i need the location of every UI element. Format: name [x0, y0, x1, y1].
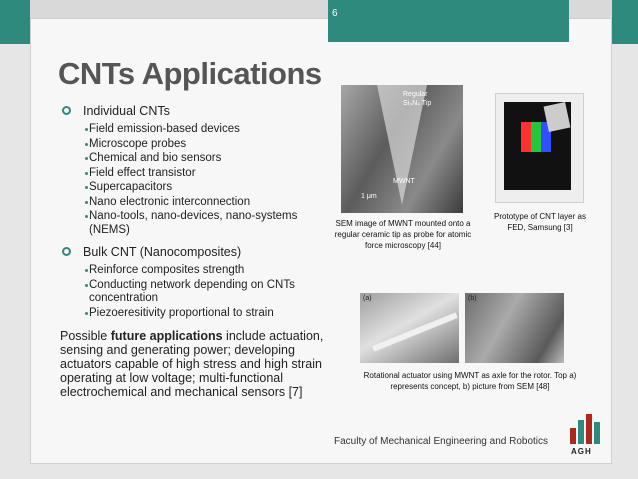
sem-probe-image	[341, 85, 463, 213]
logo-text: AGH	[571, 447, 592, 456]
list-item: Chemical and bio sensors	[60, 152, 335, 166]
list-item: Field emission-based devices	[60, 123, 335, 137]
bullet-list	[60, 264, 335, 320]
sem-label-mwnt: MWNT	[393, 178, 415, 185]
section-heading-text: Bulk CNT (Nanocomposites)	[83, 245, 242, 259]
rotor-caption: Rotational actuator using MWNT as axle for the rotor. Top a) represents concept, b) picture from SEM [48]	[363, 371, 577, 391]
list-item: Conducting network depending on CNTs concentration	[60, 279, 335, 306]
dot-bullet-icon	[85, 172, 88, 175]
fed-prototype-image	[495, 93, 584, 203]
sem-scale-label: 1 μm	[361, 193, 377, 200]
rotor-bar	[372, 312, 458, 351]
rotor-sem-image	[465, 293, 564, 363]
content-area	[60, 103, 335, 399]
list-item: Microscope probes	[60, 138, 335, 152]
fed-caption: Prototype of CNT layer as FED, Samsung [3]	[494, 212, 586, 232]
dot-bullet-icon	[85, 128, 88, 131]
dot-bullet-icon	[85, 269, 88, 272]
sem-label-tip: Si₃N₄ Tip	[403, 100, 432, 107]
list-item: Reinforce composites strength	[60, 264, 335, 278]
slide-title: CNTs Applications	[58, 56, 322, 91]
list-item: Piezoeresitivity proportional to strain	[60, 307, 335, 321]
bullet-list	[60, 123, 335, 237]
list-item: Field effect transistor	[60, 167, 335, 181]
section-heading-text: Individual CNTs	[83, 104, 170, 118]
dot-bullet-icon	[85, 186, 88, 189]
panel-tag-b: (b)	[468, 295, 477, 302]
dot-bullet-icon	[85, 157, 88, 160]
page-number: 6	[332, 8, 338, 19]
rotor-concept-image	[360, 293, 459, 363]
list-item: Supercapacitors	[60, 181, 335, 195]
list-item: Nano electronic interconnection	[60, 196, 335, 210]
dot-bullet-icon	[85, 143, 88, 146]
sem-label-regular: Regular	[403, 91, 428, 98]
panel-tag-a: (a)	[363, 295, 372, 302]
agh-logo	[568, 410, 604, 456]
section-heading	[60, 103, 335, 120]
dot-bullet-icon	[85, 312, 88, 315]
list-item: Nano-tools, nano-devices, nano-systems (NEMS)	[60, 210, 335, 237]
dot-bullet-icon	[85, 284, 88, 287]
rgb-bars	[521, 122, 551, 152]
footer-text: Faculty of Mechanical Engineering and Robotics	[334, 436, 549, 447]
future-applications-paragraph: Possible future applications include actuation, sensing and generating power; developing actuators capable of high stress and high strain operating at low voltage; multi-functional electrochemical and mechanical sensors [7]	[60, 329, 324, 399]
ring-bullet-icon	[62, 247, 71, 256]
ring-bullet-icon	[62, 106, 71, 115]
dot-bullet-icon	[85, 201, 88, 204]
sem-caption: SEM image of MWNT mounted onto a regular ceramic tip as probe for atomic force microscopy [44]	[334, 219, 472, 250]
dot-bullet-icon	[85, 215, 88, 218]
page-number-box	[328, 0, 569, 42]
section-heading	[60, 244, 335, 261]
